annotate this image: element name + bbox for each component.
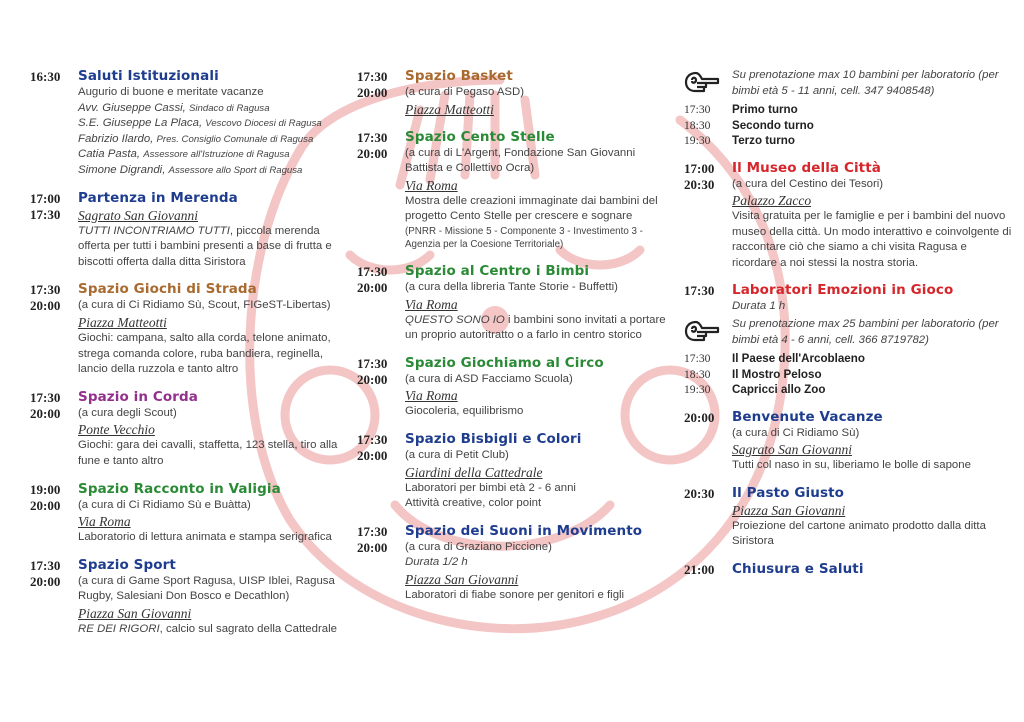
entry-line: Augurio di buone e meritate vacanze — [78, 86, 264, 98]
entry-body — [405, 68, 667, 118]
entry-highlight: RE DEI RIGORI — [78, 622, 160, 635]
entry-time: 17:30 — [357, 355, 388, 371]
schedule-entry — [30, 281, 350, 377]
turn-name: Il Paese dell'Arcoblaeno — [732, 352, 865, 366]
entry-time: 17:30 — [357, 69, 388, 84]
booking-text: Su prenotazione max 10 bambini per laboratorio (per bimbi età 5 - 11 anni, cell. 347 9408548) — [732, 69, 999, 97]
schedule-entry — [357, 129, 667, 252]
schedule-entry — [30, 481, 350, 546]
entry-body — [78, 389, 350, 470]
schedule-entry — [357, 68, 667, 118]
entry-body — [78, 557, 350, 638]
turn-row — [684, 351, 1014, 367]
entry-location: Sagrato San Giovanni — [732, 442, 852, 458]
turn-list — [684, 351, 1014, 398]
entry-times — [684, 161, 730, 193]
entry-times — [30, 558, 76, 590]
entry-time: 17:30 — [357, 431, 388, 447]
entry-times — [684, 410, 730, 426]
entry-title: Spazio Sport — [78, 556, 176, 573]
entry-description: Giochi: campana, salto alla corda, telone animato, strega comanda colore, ruba bandiera, reginella, lancio della ruzzola e tanto altro — [78, 331, 331, 376]
entry-time: 17:30 — [357, 129, 388, 145]
entry-time: 20:00 — [30, 298, 61, 314]
entry-time: 16:30 — [30, 69, 61, 84]
turn-row — [684, 367, 1014, 383]
turn-name: Capricci allo Zoo — [732, 383, 826, 397]
official-name: Fabrizio Ilardo, — [78, 132, 157, 145]
turn-time: 17:30 — [684, 103, 711, 116]
entry-organizer: (a cura della libreria Tante Storie - Buffetti) — [405, 280, 618, 293]
pointing-hand-icon — [684, 70, 720, 94]
official-role: Assessore allo Sport di Ragusa — [168, 164, 303, 176]
schedule-entry — [684, 561, 1014, 578]
entry-title: Spazio Racconto in Valigia — [78, 480, 281, 497]
schedule-column-1 — [30, 68, 350, 648]
entry-highlight: TUTTI INCONTRIAMO TUTTI — [78, 224, 230, 237]
entry-description: RE DEI RIGORI, calcio sul sagrato della Cattedrale — [78, 622, 337, 635]
entry-organizer: (a cura di ASD Facciamo Scuola) — [405, 372, 573, 385]
entry-body — [405, 523, 667, 604]
entry-organizer: (a cura di Ci Ridiamo Sù) — [732, 426, 860, 439]
entry-time: 20:00 — [357, 447, 388, 463]
schedule-entry — [30, 68, 350, 179]
entry-times — [357, 356, 403, 388]
entry-description: Mostra delle creazioni immaginate dai bambini del progetto Cento Stelle per crescere e sognare — [405, 194, 658, 223]
official-name: Simone Digrandi, — [78, 163, 169, 176]
schedule-entry — [357, 523, 667, 604]
entry-description: Laboratori di fiabe sonore per genitori e figli — [405, 588, 625, 601]
entry-location: Via Roma — [78, 514, 131, 530]
entry-location: Piazza San Giovanni — [732, 502, 846, 518]
entry-title: Chiusura e Saluti — [732, 560, 864, 577]
entry-time: 20:00 — [357, 145, 388, 161]
entry-time: 17:30 — [30, 282, 61, 298]
entry-times — [357, 130, 403, 162]
entry-time: 20:00 — [357, 371, 388, 387]
schedule-entry — [30, 190, 350, 271]
entry-title: Spazio dei Suoni in Movimento — [405, 522, 643, 539]
entry-organizer: (a cura di Pegaso ASD) — [405, 86, 525, 98]
turn-name: Il Mostro Peloso — [732, 367, 822, 381]
entry-times — [684, 283, 730, 299]
entry-time: 17:30 — [357, 523, 388, 539]
turn-name: Primo turno — [732, 103, 798, 116]
entry-organizer: (a cura del Cestino dei Tesori) — [732, 177, 884, 190]
official-name: Catia Pasta, — [78, 148, 144, 161]
entry-location: Ponte Vecchio — [78, 422, 155, 438]
entry-times — [30, 69, 76, 85]
turn-time: 17:30 — [684, 352, 711, 366]
entry-location: Palazzo Zacco — [732, 193, 812, 209]
entry-location: Piazza San Giovanni — [405, 571, 519, 587]
entry-title: Laboratori Emozioni in Gioco — [732, 282, 954, 299]
entry-time: 20:00 — [684, 409, 715, 425]
entry-body — [732, 409, 1014, 474]
entry-body — [78, 68, 350, 179]
entry-organizer: (a cura di L'Argent, Fondazione San Giovanni Battista e Collettivo Ocra) — [405, 146, 636, 175]
entry-title: Spazio Giochi di Strada — [78, 281, 257, 298]
entry-organizer: (a cura di Ci Ridiamo Sù, Scout, FIGeST-Libertas) — [78, 299, 331, 312]
entry-title: Spazio in Corda — [78, 388, 199, 405]
schedule-entry — [357, 263, 667, 344]
schedule-entry — [684, 409, 1014, 474]
turn-row — [684, 102, 1014, 118]
entry-time: 21:00 — [684, 561, 715, 577]
entry-times — [30, 282, 76, 314]
schedule-entry — [30, 389, 350, 470]
entry-description: Laboratori per bimbi età 2 - 6 anni — [405, 481, 576, 494]
entry-times — [357, 524, 403, 556]
entry-times — [357, 264, 403, 296]
entry-location: Giardini della Cattedrale — [405, 464, 543, 480]
entry-times — [357, 69, 403, 101]
entry-time: 17:30 — [30, 557, 61, 573]
official-line — [78, 163, 350, 179]
entry-organizer: (a cura di Game Sport Ragusa, UISP Iblei, Ragusa Rugby, Salesiani Don Bosco e Decathlon) — [78, 574, 335, 603]
schedule-entry — [357, 355, 667, 420]
official-role: Assessore all'Istruzione di Ragusa — [143, 149, 290, 161]
entry-times — [684, 562, 730, 578]
entry-time: 19:00 — [30, 481, 61, 497]
entry-body — [732, 561, 1014, 578]
entry-title: Spazio al Centro i Bimbi — [405, 262, 590, 279]
entry-time: 20:00 — [30, 573, 61, 589]
entry-organizer: (a cura degli Scout) — [78, 406, 177, 419]
entry-description: Visita gratuita per le famiglie e per i bambini del nuovo museo della città. Un modo interattivo e coinvolgente di raccontare ciò che siamo a chi visita Ragusa e ricordare a noi stessi la nostra storia. — [732, 210, 1012, 269]
official-name: Avv. Giuseppe Cassi, — [78, 101, 190, 114]
entry-location: Via Roma — [405, 388, 458, 404]
entry-location: Via Roma — [405, 177, 458, 193]
entry-time: 17:30 — [30, 206, 61, 222]
entry-duration: Durata 1 h — [732, 300, 786, 313]
entry-description: Proiezione del cartone animato prodotto dalla ditta Siristora — [732, 519, 986, 548]
entry-time: 20:00 — [357, 539, 388, 555]
entry-location: Piazza Matteotti — [405, 101, 494, 117]
entry-body — [732, 160, 1014, 272]
entry-times — [30, 482, 76, 514]
entry-body — [78, 281, 350, 377]
turn-time: 18:30 — [684, 118, 711, 132]
entry-organizer: (a cura di Graziano Piccione) — [405, 540, 552, 553]
entry-time: 20:00 — [357, 279, 388, 295]
entry-funding-note: (PNRR - Missione 5 - Componente 3 - Investimento 3 - Agenzia per la Coesione Territoriale) — [405, 225, 643, 251]
turn-time: 18:30 — [684, 367, 711, 381]
entry-body — [78, 190, 350, 271]
entry-time: 17:30 — [30, 389, 61, 405]
entry-duration: Durata 1/2 h — [405, 556, 468, 569]
entry-time: 20:30 — [684, 485, 715, 501]
entry-description-2: Attività creative, color point — [405, 497, 542, 510]
turn-name: Secondo turno — [732, 118, 814, 132]
booking-text: Su prenotazione max 25 bambini per laboratorio (per bimbi età 4 - 6 anni, cell. 366 8719782) — [732, 318, 999, 346]
entry-body — [405, 355, 667, 420]
entry-location: Sagrato San Giovanni — [78, 207, 198, 223]
entry-time: 20:00 — [30, 497, 61, 513]
entry-title: Spazio Cento Stelle — [405, 128, 555, 145]
official-name: S.E. Giuseppe La Placa, — [78, 117, 206, 130]
entry-times — [684, 486, 730, 502]
entry-highlight: QUESTO SONO IO — [405, 313, 505, 326]
entry-location: Via Roma — [405, 296, 458, 312]
entry-description: Giochi: gara dei cavalli, staffetta, 123 stella, tiro alla fune e tanto altro — [78, 439, 338, 467]
entry-title: Benvenute Vacanze — [732, 408, 883, 425]
entry-description: Laboratorio di lettura animata e stampa serigrafica — [78, 531, 332, 544]
entry-body — [405, 431, 667, 512]
entry-description: TUTTI INCONTRIAMO TUTTI, piccola merenda offerta per tutti i bambini presenti a base di frutta e biscotti offerta dalla ditta Siristora — [78, 224, 332, 268]
entry-title: Saluti Istituzionali — [78, 68, 219, 84]
schedule-entry — [684, 282, 1014, 315]
schedule-entry — [684, 485, 1014, 550]
entry-title: Spazio Bisbigli e Colori — [405, 430, 582, 447]
official-role: Vescovo Diocesi di Ragusa — [205, 118, 322, 130]
turn-row — [684, 118, 1014, 134]
entry-organizer: (a cura di Ci Ridiamo Sù e Buàtta) — [78, 498, 251, 511]
entry-title: Il Pasto Giusto — [732, 484, 845, 501]
turn-time: 19:30 — [684, 134, 711, 147]
schedule-entry — [357, 431, 667, 512]
entry-time: 20:00 — [357, 85, 388, 100]
entry-times — [30, 191, 76, 223]
entry-time: 17:30 — [684, 283, 715, 299]
entry-time: 17:00 — [684, 160, 715, 176]
entry-title: Il Museo della Città — [732, 159, 881, 176]
entry-time: 20:00 — [30, 405, 61, 421]
official-line — [78, 101, 350, 117]
entry-title: Spazio Basket — [405, 68, 513, 84]
entry-description: QUESTO SONO IO i bambini sono invitati a portare un proprio autoritratto o a farlo in centro storico — [405, 313, 666, 342]
entry-title: Partenza in Merenda — [78, 189, 238, 206]
entry-location: Piazza San Giovanni — [78, 605, 192, 621]
schedule-entry — [30, 557, 350, 638]
entry-body — [405, 263, 667, 344]
entry-description: Giocoleria, equilibrismo — [405, 405, 524, 418]
entry-location: Piazza Matteotti — [78, 314, 167, 330]
entry-body — [732, 282, 1014, 315]
entry-time: 17:30 — [357, 263, 388, 279]
entry-organizer: (a cura di Petit Club) — [405, 448, 509, 461]
turn-time: 19:30 — [684, 383, 711, 397]
entry-body — [405, 129, 667, 252]
schedule-column-2 — [357, 68, 667, 615]
pointing-hand-icon — [684, 319, 720, 343]
schedule-column-3 — [684, 68, 1014, 589]
entry-description: Tutti col naso in su, liberiamo le bolle di sapone — [732, 459, 971, 472]
official-line — [78, 116, 350, 132]
entry-time: 20:30 — [684, 176, 715, 192]
entry-body — [78, 481, 350, 546]
booking-notice — [684, 68, 1014, 102]
booking-notice — [684, 317, 1014, 351]
schedule-entry — [684, 160, 1014, 272]
entry-body — [732, 485, 1014, 550]
official-role: Sindaco di Ragusa — [189, 102, 270, 114]
turn-list — [684, 102, 1014, 149]
turn-row — [684, 133, 1014, 149]
entry-times — [357, 432, 403, 464]
official-line — [78, 132, 350, 148]
turn-row — [684, 382, 1014, 398]
turn-name: Terzo turno — [732, 134, 795, 147]
entry-time: 17:00 — [30, 190, 61, 206]
official-role: Pres. Consiglio Comunale di Ragusa — [156, 133, 314, 145]
official-line — [78, 147, 350, 163]
entry-times — [30, 390, 76, 422]
entry-title: Spazio Giochiamo al Circo — [405, 354, 604, 371]
